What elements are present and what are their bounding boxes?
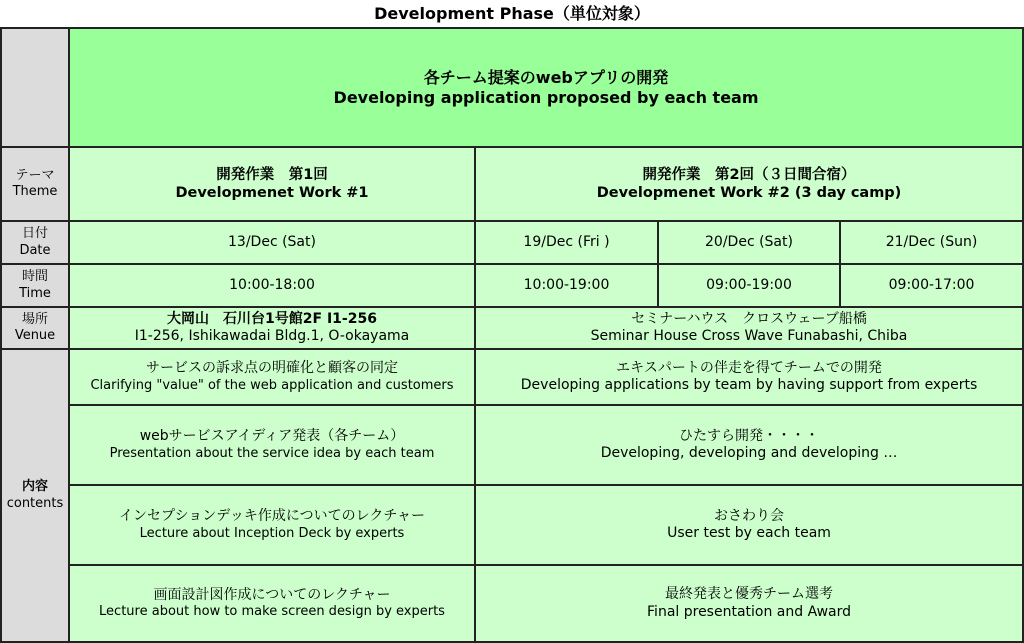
- header-label-cell: [1, 28, 69, 147]
- contents-label-jp: 内容: [21, 479, 48, 495]
- work1-content-4-en: Lecture about how to make screen design by experts: [99, 604, 445, 620]
- work1-venue: [69, 307, 475, 349]
- time-label-jp: 時間: [21, 269, 48, 285]
- work1-content-2: [69, 405, 475, 485]
- work2-time-3: 09:00-17:00: [840, 264, 1023, 307]
- work1-content-1-en: Clarifying "value" of the web application and customers: [90, 377, 454, 393]
- header-row: [1, 28, 1023, 147]
- work2-content-4: [475, 565, 1023, 642]
- work2-content-1-en: Developing applications by team by having support from experts: [520, 377, 978, 393]
- work2-content-4-jp: 最終発表と優秀チーム選考: [665, 586, 834, 602]
- work2-date-3: 21/Dec (Sun): [840, 221, 1023, 264]
- contents-row-4: [1, 565, 1023, 642]
- work2-content-2: [475, 405, 1023, 485]
- work2-content-4-en: Final presentation and Award: [647, 603, 852, 620]
- contents-row-1: [1, 349, 1023, 405]
- venue-label-jp: 場所: [21, 311, 48, 327]
- theme-label-jp: テーマ: [15, 167, 55, 183]
- work1-content-2-en: Presentation about the service idea by each team: [109, 445, 435, 461]
- contents-row-2: [1, 405, 1023, 485]
- page-title: Development Phase（単位対象）: [374, 4, 650, 23]
- work1-content-2-jp: webサービスアイディア発表（各チーム）: [139, 428, 405, 445]
- work1-content-3-jp: インセプションデッキ作成についてのレクチャー: [119, 508, 425, 525]
- contents-row-3: [1, 485, 1023, 565]
- work1-venue-jp: 大岡山 石川台1号館2F I1-256: [167, 310, 377, 327]
- work2-theme-jp: 開発作業 第2回（３日間合宿）: [642, 166, 856, 183]
- work2-venue: [475, 307, 1023, 349]
- header-cell: [69, 28, 1023, 147]
- work2-venue-en: Seminar House Cross Wave Funabashi, Chiba: [590, 328, 908, 344]
- theme-label-en: Theme: [12, 184, 58, 199]
- work2-content-3-en: User test by each team: [667, 525, 831, 541]
- contents-label-en: contents: [6, 495, 64, 511]
- work2-content-1-jp: エキスパートの伴走を得てチームでの開発: [616, 359, 882, 376]
- work1-theme-en: Developmenet Work #1: [175, 185, 369, 201]
- date-label-jp: 日付: [21, 226, 48, 242]
- work2-theme-en: Developmenet Work #2 (3 day camp): [596, 185, 902, 201]
- venue-row: [1, 307, 1023, 349]
- theme-label: [1, 147, 69, 221]
- time-row: [1, 264, 1023, 307]
- work2-time-1: 10:00-19:00: [475, 264, 658, 307]
- schedule-table: [0, 27, 1024, 643]
- date-label-en: Date: [19, 242, 51, 258]
- work2-date-2: 20/Dec (Sat): [658, 221, 840, 264]
- work2-content-3-jp: おさわり会: [714, 507, 785, 524]
- work1-theme-jp: 開発作業 第1回: [216, 166, 328, 183]
- work1-venue-en: I1-256, Ishikawadai Bldg.1, O-okayama: [134, 328, 410, 344]
- work2-content-2-jp: ひたすら開発・・・・: [679, 427, 820, 444]
- work2-theme: [475, 147, 1023, 221]
- venue-label-en: Venue: [14, 328, 56, 343]
- work1-date: 13/Dec (Sat): [69, 221, 475, 264]
- time-label: [1, 264, 69, 307]
- work2-venue-jp: セミナーハウス クロスウェーブ船橋: [631, 310, 867, 327]
- work2-content-3: [475, 485, 1023, 565]
- time-label-en: Time: [19, 285, 51, 301]
- work2-content-1: [475, 349, 1023, 405]
- work1-theme: [69, 147, 475, 221]
- work1-time: 10:00-18:00: [69, 264, 475, 307]
- work1-content-4: [69, 565, 475, 642]
- theme-row: [1, 147, 1023, 221]
- contents-label: [1, 349, 69, 642]
- work2-time-2: 09:00-19:00: [658, 264, 840, 307]
- venue-label: [1, 307, 69, 349]
- date-row: [1, 221, 1023, 264]
- header-title-en: Developing application proposed by each team: [333, 87, 759, 107]
- work1-content-1-jp: サービスの訴求点の明確化と顧客の同定: [146, 360, 398, 377]
- work2-content-2-en: Developing, developing and developing …: [600, 445, 898, 461]
- work1-content-4-jp: 画面設計図作成についてのレクチャー: [153, 586, 391, 603]
- work1-content-3-en: Lecture about Inception Deck by experts: [139, 525, 405, 541]
- work1-content-1: [69, 349, 475, 405]
- header-title-jp: 各チーム提案のwebアプリの開発: [423, 67, 669, 87]
- work2-date-1: 19/Dec (Fri ): [475, 221, 658, 264]
- work1-content-3: [69, 485, 475, 565]
- date-label: [1, 221, 69, 264]
